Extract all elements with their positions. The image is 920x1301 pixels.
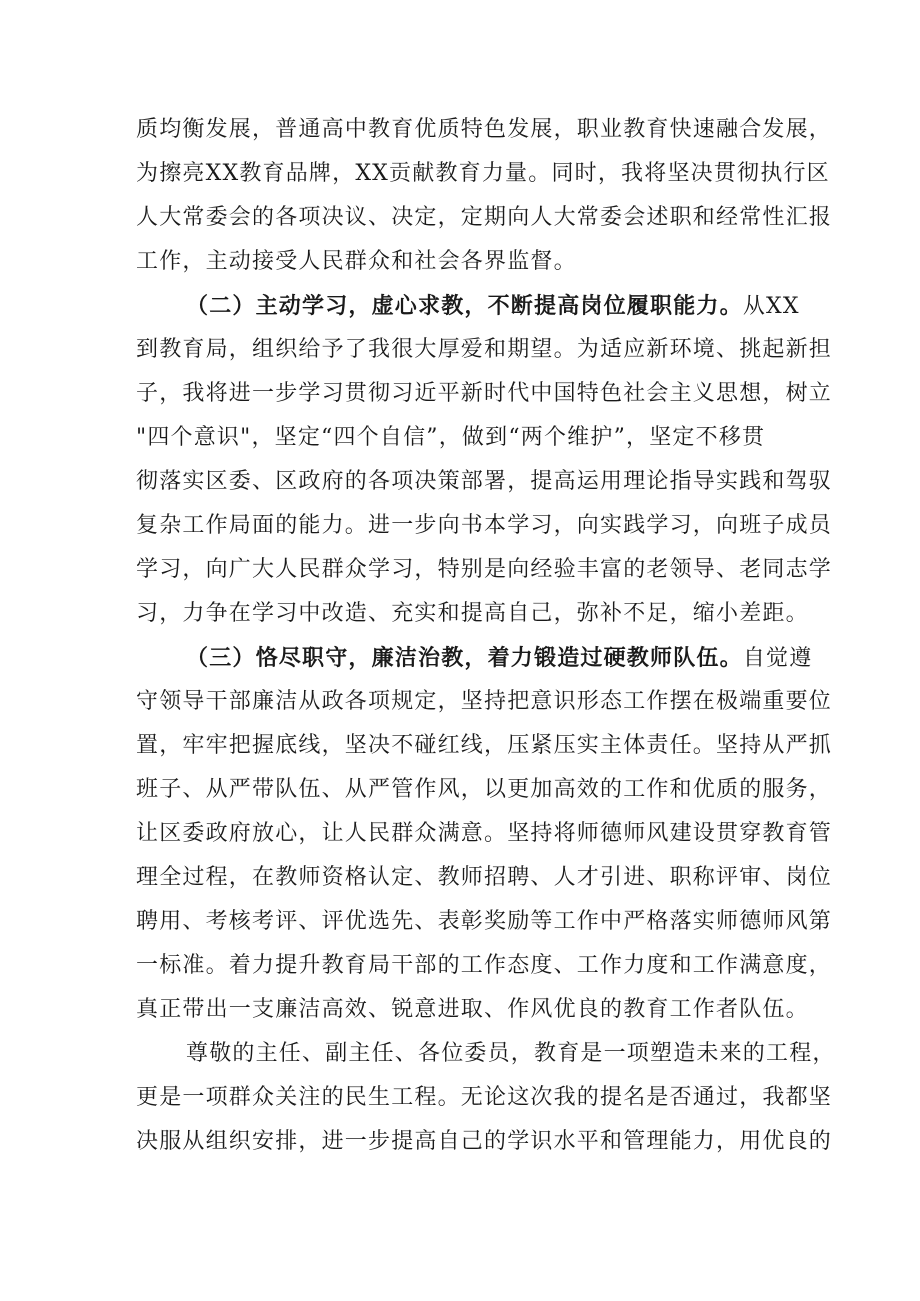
body-text-line: 彻落实区委、区政府的各项决策部署，提高运用理论指导实践和驾驭 (136, 469, 833, 494)
body-text-line: 学习，向广大人民群众学习，特别是向经验丰富的老领导、老同志学 (136, 557, 833, 582)
body-text-line: 为擦亮XX教育品牌，XX贡献教育力量。同时，我将坚决贯彻执行区 (136, 161, 830, 186)
body-text-line: 置，牢牢把握底线，坚决不碰红线，压紧压实主体责任。坚持从严抓 (136, 733, 833, 758)
body-text-line: 班子、从严带队伍、从严管作风，以更加高效的工作和优质的服务， (136, 777, 833, 802)
body-text-line: 一标准。着力提升教育局干部的工作态度、工作力度和工作满意度， (136, 953, 833, 978)
section-heading-line (186, 643, 812, 674)
body-text-line: "四个意识"，坚定“四个自信”，做到“两个维护”，坚定不移贯 (136, 425, 766, 450)
body-text-line: 子，我将进一步学习贯彻习近平新时代中国特色社会主义思想，树立 (136, 381, 833, 406)
body-text-line: 决服从组织安排，进一步提高自己的学识水平和管理能力，用优良的 (136, 1129, 833, 1154)
body-text-line: 质均衡发展，普通高中教育优质特色发展，职业教育快速融合发展， (136, 117, 833, 142)
body-text-line: 到教育局，组织给予了我很大厚爱和期望。为适应新环境、挑起新担 (136, 337, 833, 362)
body-text-line: 复杂工作局面的能力。进一步向书本学习，向实践学习，向班子成员 (136, 513, 833, 538)
body-text-line: 真正带出一支廉洁高效、锐意进取、作风优良的教育工作者队伍。 (136, 997, 809, 1022)
body-text-line: 人大常委会的各项决议、决定，定期向人大常委会述职和经常性汇报 (136, 205, 833, 230)
body-text: 自觉遵 (742, 646, 813, 671)
body-text-line: 习，力争在学习中改造、充实和提高自己，弥补不足，缩小差距。 (136, 601, 809, 626)
body-text: 从XX (742, 294, 800, 319)
body-text-line: 理全过程，在教师资格认定、教师招聘、人才引进、职称评审、岗位 (136, 865, 833, 890)
section-heading: （三）恪尽职守，廉洁治教，着力锻造过硬教师队伍。 (186, 645, 743, 671)
body-text-line: 聘用、考核考评、评优选先、表彰奖励等工作中严格落实师德师风第 (136, 909, 833, 934)
section-heading-line (186, 291, 800, 322)
body-text-line: 让区委政府放心，让人民群众满意。坚持将师德师风建设贯穿教育管 (136, 821, 833, 846)
body-text-line: 更是一项群众关注的民生工程。无论这次我的提名是否通过，我都坚 (136, 1085, 833, 1110)
body-text-line: 尊敬的主任、副主任、各位委员，教育是一项塑造未来的工程， (186, 1041, 836, 1066)
section-heading: （二）主动学习，虚心求教，不断提高岗位履职能力。 (186, 293, 743, 319)
body-text-line: 工作，主动接受人民群众和社会各界监督。 (136, 249, 577, 274)
body-text-line: 守领导干部廉洁从政各项规定，坚持把意识形态工作摆在极端重要位 (136, 689, 833, 714)
